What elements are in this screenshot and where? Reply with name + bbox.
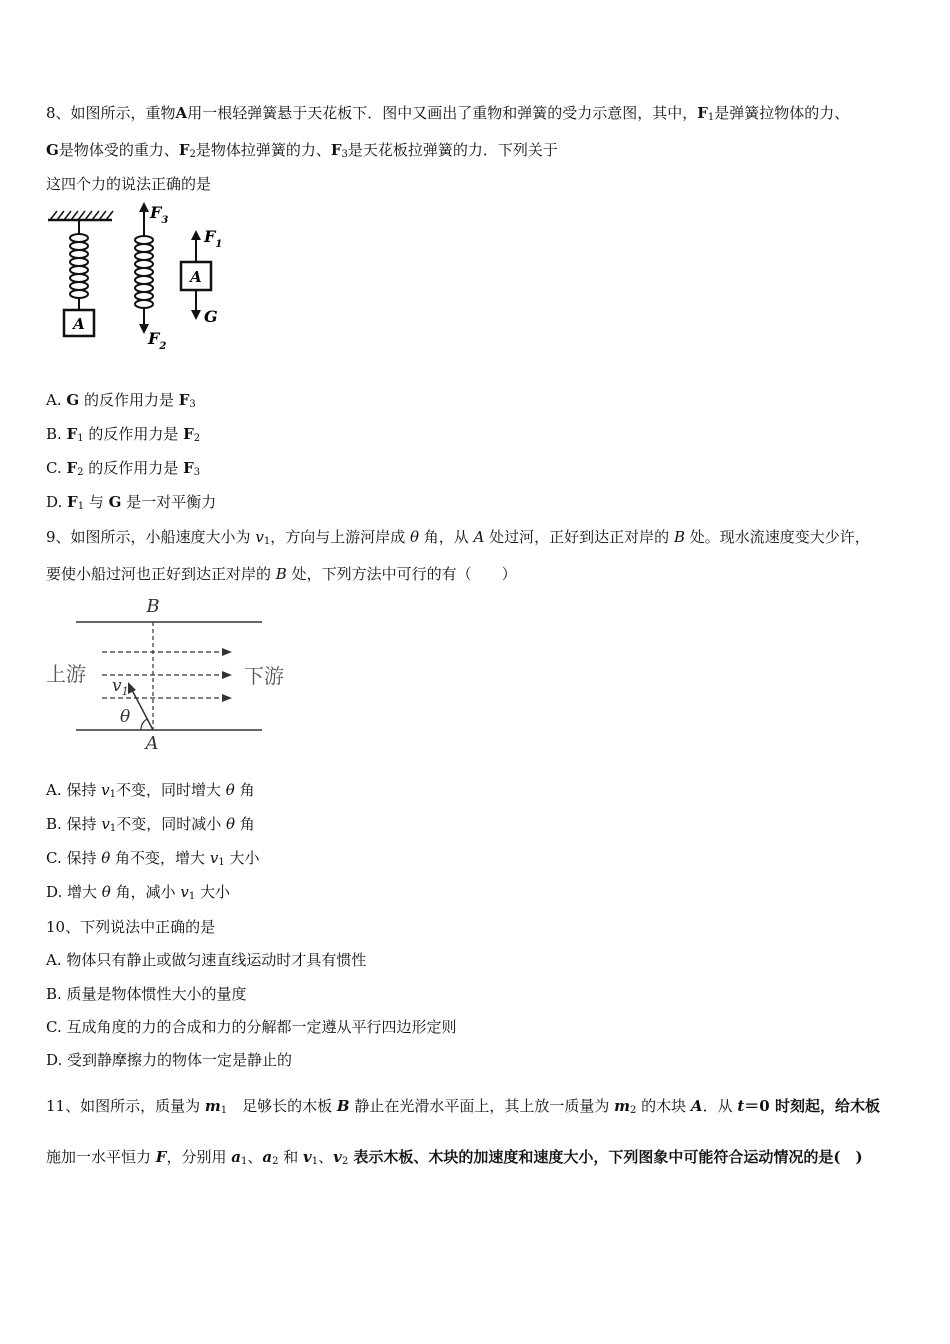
q11-stem-line1: 11、如图所示，质量为 $m_1$ 足够长的木板 B 静止在光滑水平面上，其上放一质量为 $m_2$ 的木块 A．从 t＝0 时刻起，给木板 — [46, 1097, 880, 1116]
svg-text:G: G — [204, 307, 218, 326]
q8-option-c[interactable]: C. $F_2$ 的反作用力是 $F_3$ — [46, 459, 201, 478]
q10-option-b[interactable]: B. 质量是物体惯性大小的量度 — [46, 985, 247, 1003]
q8-stem-line2: G是物体受的重力、$F_2$是物体拉弹簧的力、$F_3$是天花板拉弹簧的力．下列关于 — [46, 141, 558, 160]
q9-option-a[interactable]: A. 保持 $v_1$不变，同时增大 θ 角 — [46, 781, 255, 800]
q9-option-b[interactable]: B. 保持 $v_1$不变，同时减小 θ 角 — [46, 815, 255, 834]
svg-text:F1: $F_1$ — [204, 227, 223, 250]
q11-stem-line2: 施加一水平恒力 F，分别用 $a_1$、$a_2$ 和 $v_1$、$v_2$ 表示木板、木块的加速度和速度大小，下列图象中可能符合运动情况的是( ) — [46, 1148, 863, 1167]
q8-stem-line3: 这四个力的说法正确的是 — [46, 175, 212, 193]
q8-spring-figure — [44, 200, 244, 360]
q9-river-figure — [44, 592, 304, 756]
q9-stem-line2: 要使小船过河也正好到达正对岸的 B 处，下列方法中可行的有（ ） — [46, 565, 517, 583]
q9-upstream-label: 上游 — [46, 662, 86, 686]
q8-option-a[interactable]: A. G 的反作用力是 $F_3$ — [46, 391, 196, 410]
q8-option-d[interactable]: D. $F_1$ 与 G 是一对平衡力 — [46, 493, 217, 512]
q9-theta-label: θ — [120, 707, 131, 727]
q8-block-label: A — [73, 315, 85, 333]
q10-stem: 10、下列说法中正确的是 — [46, 918, 216, 936]
q8-stem-line1: 8、如图所示，重物A用一根轻弹簧悬于天花板下．图中又画出了重物和弹簧的受力示意图，其中，$F_1$是弹簧拉物体的力、 — [46, 104, 850, 123]
svg-text:v1: $v_1$ — [112, 676, 129, 698]
q9-option-d[interactable]: D. 增大 θ 角，减小 $v_1$ 大小 — [46, 883, 231, 902]
q10-option-a[interactable]: A. 物体只有静止或做匀速直线运动时才具有惯性 — [46, 951, 367, 969]
q9-option-c[interactable]: C. 保持 θ 角不变，增大 $v_1$ 大小 — [46, 849, 260, 868]
q10-option-c[interactable]: C. 互成角度的力的合成和力的分解都一定遵从平行四边形定则 — [46, 1018, 457, 1036]
q8-option-b[interactable]: B. $F_1$ 的反作用力是 $F_2$ — [46, 425, 201, 444]
svg-text:F3: $F_3$ — [150, 203, 169, 226]
q9-stem-line1: 9、如图所示，小船速度大小为 $v_1$，方向与上游河岸成 θ 角，从 A 处过河，正好到达正对岸的 B 处。现水流速度变大少许， — [46, 528, 870, 547]
q9-downstream-label: 下游 — [244, 664, 284, 688]
q9-label-a: A — [145, 733, 159, 754]
q9-label-b: B — [146, 596, 160, 617]
q10-option-d[interactable]: D. 受到静摩擦力的物体一定是静止的 — [46, 1051, 293, 1069]
svg-text:A: A — [190, 268, 202, 286]
svg-text:F2: $F_2$ — [148, 329, 167, 352]
